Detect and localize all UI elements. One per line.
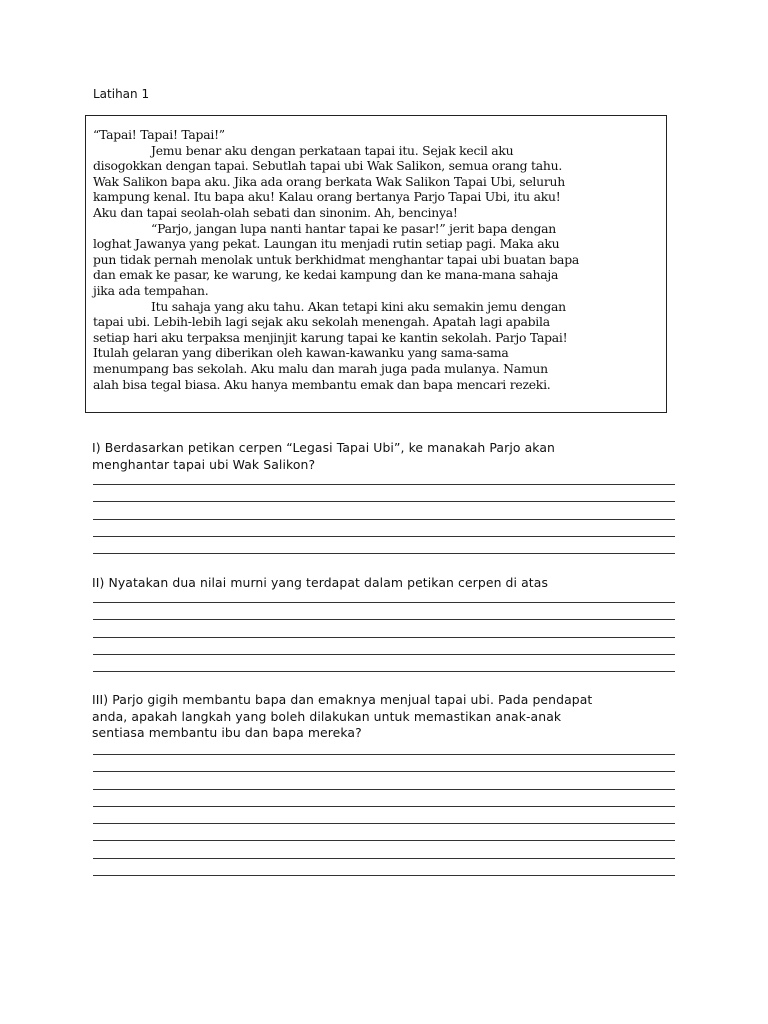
passage-line: Aku dan tapai seolah-olah sebati dan sinonim. Ah, bencinya! [93, 204, 458, 220]
question-1 [92, 440, 555, 473]
question-text: sentiasa membantu ibu dan bapa mereka? [92, 725, 362, 740]
answer-line[interactable] [93, 875, 675, 876]
answer-lines-2 [93, 602, 675, 688]
question-3 [92, 692, 592, 742]
passage-line: tapai ubi. Lebih-lebih lagi sejak aku sekolah menengah. Apatah lagi apabila [93, 314, 550, 330]
passage-line: loghat Jawanya yang pekat. Laungan itu menjadi rutin setiap pagi. Maka aku [93, 236, 560, 252]
exercise-heading: Latihan 1 [93, 87, 150, 101]
answer-line[interactable] [93, 536, 675, 537]
question-text: I) Berdasarkan petikan cerpen “Legasi Tapai Ubi”, ke manakah Parjo akan [92, 440, 555, 455]
passage-line: dan emak ke pasar, ke warung, ke kedai kampung dan ke mana-mana sahaja [93, 267, 559, 283]
answer-line[interactable] [93, 754, 675, 755]
answer-line[interactable] [93, 823, 675, 824]
passage-line: jika ada tempahan. [93, 282, 209, 298]
passage-line: “Parjo, jangan lupa nanti hantar tapai ke pasar!” jerit bapa dengan [151, 220, 557, 236]
question-text: II) Nyatakan dua nilai murni yang terdapat dalam petikan cerpen di atas [92, 575, 549, 590]
answer-line[interactable] [93, 501, 675, 502]
answer-line[interactable] [93, 789, 675, 790]
answer-line[interactable] [93, 637, 675, 638]
answer-line[interactable] [93, 806, 675, 807]
answer-line[interactable] [93, 771, 675, 772]
passage-line: Itulah gelaran yang diberikan oleh kawan-kawanku yang sama-sama [93, 345, 509, 361]
answer-line[interactable] [93, 553, 675, 554]
passage-line: pun tidak pernah menolak untuk berkhidmat menghantar tapai ubi buatan bapa [93, 251, 580, 267]
passage-line: kampung kenal. Itu bapa aku! Kalau orang bertanya Parjo Tapai Ubi, itu aku! [93, 189, 561, 205]
question-text: III) Parjo gigih membantu bapa dan emaknya menjual tapai ubi. Pada pendapat [92, 692, 593, 707]
answer-line[interactable] [93, 619, 675, 620]
passage-line: Itu sahaja yang aku tahu. Akan tetapi kini aku semakin jemu dengan [151, 298, 566, 314]
passage-line: menumpang bas sekolah. Aku malu dan marah juga pada mulanya. Namun [93, 360, 548, 376]
answer-line[interactable] [93, 484, 675, 485]
answer-line[interactable] [93, 519, 675, 520]
answer-lines-3 [93, 754, 675, 892]
passage-line: disogokkan dengan tapai. Sebutlah tapai ubi Wak Salikon, semua orang tahu. [93, 158, 563, 174]
answer-line[interactable] [93, 671, 675, 672]
answer-line[interactable] [93, 602, 675, 603]
passage-box [85, 115, 667, 413]
passage-line: Wak Salikon bapa aku. Jika ada orang berkata Wak Salikon Tapai Ubi, seluruh [93, 173, 565, 189]
answer-line[interactable] [93, 840, 675, 841]
passage-line: Jemu benar aku dengan perkataan tapai itu. Sejak kecil aku [151, 142, 514, 158]
answer-line[interactable] [93, 654, 675, 655]
passage-line: setiap hari aku terpaksa menjinjit karung tapai ke kantin sekolah. Parjo Tapai! [93, 329, 568, 345]
question-text: anda, apakah langkah yang boleh dilakukan untuk memastikan anak-anak [92, 708, 562, 724]
question-2 [92, 575, 548, 592]
passage-line: “Tapai! Tapai! Tapai!” [93, 127, 225, 142]
question-text: menghantar tapai ubi Wak Salikon? [92, 456, 316, 472]
answer-lines-1 [93, 484, 675, 570]
answer-line[interactable] [93, 858, 675, 859]
passage-line: alah bisa tegal biasa. Aku hanya membantu emak dan bapa mencari rezeki. [93, 376, 551, 392]
